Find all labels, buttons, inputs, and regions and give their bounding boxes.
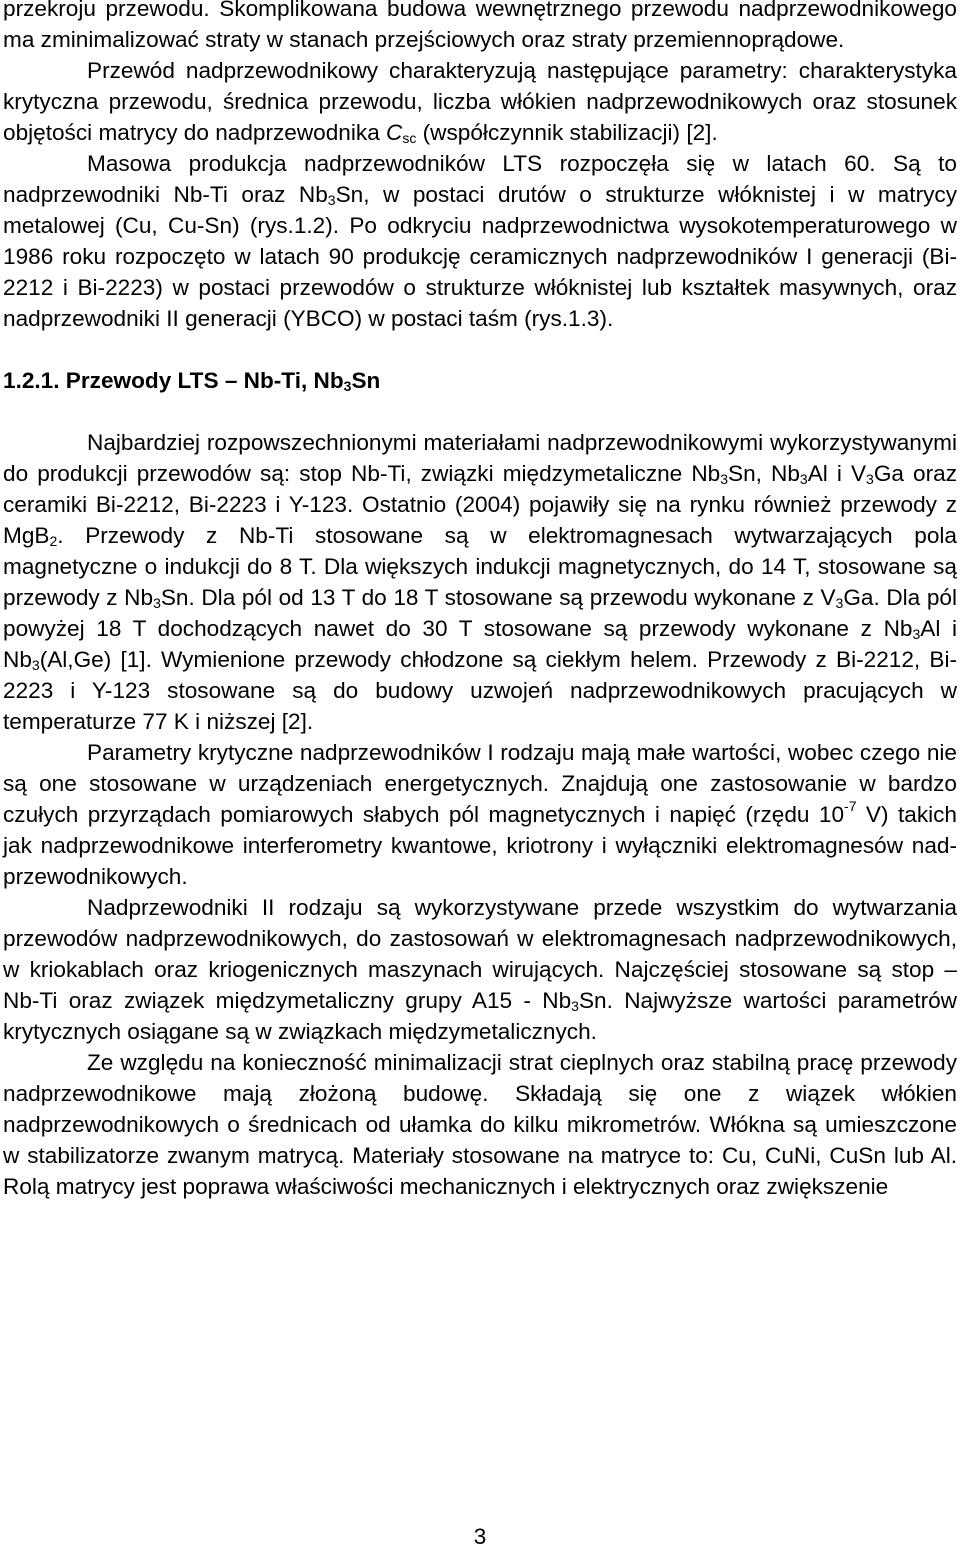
text-run: Masowa produkcja nadprzewodników LTS rozpoczęła się w latach 60. Są to nadprzewodniki Nb-Ti oraz Nb [3, 151, 957, 207]
subscript: 3 [31, 657, 40, 673]
subscript: 3 [153, 595, 161, 611]
text-run: Ga. Dla pól powyżej 18 T dochodzących nawet do 30 T stosowane są przewody wykonane z Nb [3, 585, 957, 641]
text-run: Al i V [807, 461, 867, 486]
subscript: 3 [866, 471, 874, 487]
symbol-c: C [386, 120, 403, 145]
text-run: (współczynnik stabilizacji) [2]. [416, 120, 718, 145]
subscript: sc [402, 130, 417, 146]
subscript: 3 [571, 998, 579, 1014]
text-run: Nadprzewodniki II rodzaju są wykorzystywane przede wszystkim do wytwarzania przewodów nadprzewodnikowych, do zastosowań w elektromagnesach nadprzewodnikowych, w kriokablach oraz kriogenicznych maszynach wirujących. Najczęściej stosowane są stop – Nb-Ti oraz związek międzymetaliczny grupy A15 - Nb [3, 895, 957, 1013]
subscript: 3 [799, 471, 808, 487]
subscript: 2 [49, 533, 58, 549]
text-run: Parametry krytyczne nadprzewodników I rodzaju mają małe wartości, wobec czego nie są one stosowane w urządzeniach energetycznych. Znajdują one zastosowanie w bardzo czułych przyrządach pomiarowych słabych pól magnetycznych i napięć (rzędu 10 [3, 740, 957, 827]
subscript: 3 [835, 595, 844, 611]
paragraph-lts-production [3, 148, 957, 334]
text-run: Przewód nadprzewodnikowy charakteryzują następujące parametry: charakterystyka krytyczna przewodu, średnica przewodu, liczba włókien nadprzewodnikowych oraz stosunek objętości matrycy do nadprzewodnika [3, 58, 957, 145]
superscript: -7 [844, 798, 857, 814]
text-run: Al i Nb [3, 616, 957, 672]
paragraph-structure [3, 1047, 957, 1202]
text-run: . Przewody z Nb-Ti stosowane są w elektromagnesach wytwarzających pola magnetyczne o indukcji do 8 T. Dla większych indukcji magnetycznych, do 14 T, stosowane są przewody z Nb [3, 523, 957, 610]
paragraph-type-two [3, 892, 957, 1047]
text-run: Najbardziej rozpowszechnionymi materiałami nadprzewodnikowymi wykorzystywanymi do produkcji przewodów są: stop Nb-Ti, związki międzymetaliczne Nb [3, 430, 957, 486]
text-run: V) takich jak nadprzewodnikowe interferometry kwantowe, kriotrony i wyłączniki elektromagnesów nad-przewodnikowych. [3, 802, 957, 889]
text-run: Sn. Dla pól od 13 T do 18 T stosowane są przewodu wykonane z V [160, 585, 836, 610]
subscript: 3 [912, 626, 921, 642]
text-run: Ze względu na konieczność minimalizacji strat cieplnych oraz stabilną pracę przewody nadprzewodnikowe mają złożoną budowę. Składają się one z wiązek włókien nadprzewodnikowych o średnicach od ułamka do kilku mikrometrów. Włókna są umieszczone w stabilizatorze zwanym matrycą. Materiały stosowane na matryce to: Cu, CuNi, CuSn lub Al. Rolą matrycy jest poprawa właściwości mechanicznych i elektrycznych oraz zwiększenie [3, 1050, 957, 1199]
subscript: 3 [327, 192, 336, 208]
paragraph-type-one [3, 737, 957, 892]
section-heading [3, 365, 957, 396]
text-run: 1.2.1. Przewody LTS – Nb-Ti, Nb [3, 368, 344, 393]
text-run: Ga oraz ceramiki Bi-2212, Bi-2223 i Y-123. Ostatnio (2004) pojawiły się na rynku również przewody z MgB [3, 461, 957, 548]
text-run: (Al,Ge) [1]. Wymienione przewody chłodzone są ciekłym helem. Przewody z Bi-2212, Bi-2223 i Y-123 stosowane są do budowy uzwojeń nadprzewodnikowych pracujących w temperaturze 77 K i niższej [2]. [3, 647, 957, 734]
paragraph-conductor-parameters [3, 55, 957, 148]
text-run: Sn. Najwyższe wartości parametrów krytycznych osiągane są w związkach międzymetalicznych. [3, 988, 957, 1044]
page-number: 3 [473, 1524, 487, 1549]
paragraph-continuation [3, 0, 957, 55]
text-run: Sn, Nb [728, 461, 800, 486]
paragraph-materials [3, 427, 957, 737]
text-run: przekroju przewodu. Skomplikowana budowa wewnętrznego przewodu nadprzewodnikowego ma zminimalizować straty w stanach przejściowych oraz straty przemiennoprądowe. [3, 0, 957, 52]
text-run: Sn [351, 368, 381, 393]
subscript: 3 [343, 378, 352, 394]
text-run: Sn, w postaci drutów o strukturze włóknistej i w matrycy metalowej (Cu, Cu-Sn) (rys.1.2). Po odkryciu nadprzewodnictwa wysokotemperaturowego w 1986 roku rozpoczęto w latach 90 produkcję ceramicznych nadprzewodników I generacji (Bi-2212 i Bi-2223) w postaci przewodów o strukturze włóknistej lub kształtek masywnych, oraz nadprzewodniki II generacji (YBCO) w postaci taśm (rys.1.3). [3, 182, 957, 331]
subscript: 3 [720, 471, 729, 487]
document-page [3, 0, 957, 1202]
